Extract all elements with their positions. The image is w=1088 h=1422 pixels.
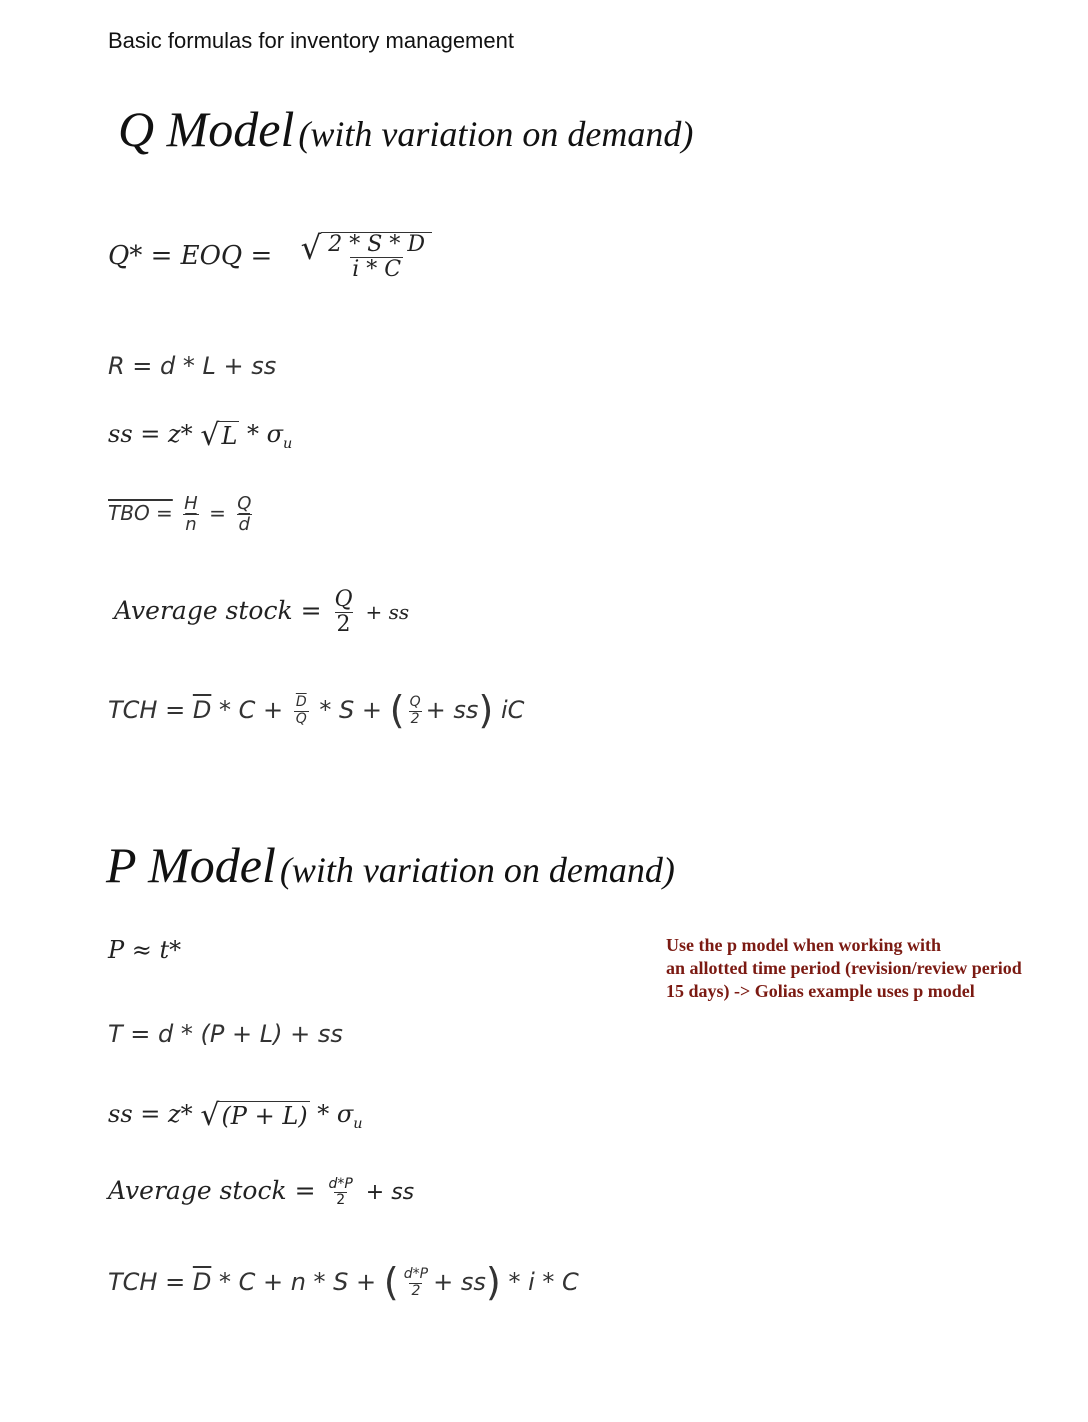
q-tc-part2: * S + xyxy=(311,696,390,725)
p-tc-inner-den: 2 xyxy=(411,1282,421,1299)
tbo-frac2-den: d xyxy=(238,513,250,535)
eoq-numerator: 2 * S * D xyxy=(328,232,425,257)
p-average-stock-formula xyxy=(108,1176,414,1208)
q-safety-stock-formula xyxy=(108,417,293,453)
q-avg-den: 2 xyxy=(336,612,351,638)
p-tc-inner-tail: + ss xyxy=(433,1268,486,1297)
q-tc-frac-num: $\overline{D}$ xyxy=(295,694,307,711)
tbo-lhs: TBO = xyxy=(108,500,173,525)
eoq-formula xyxy=(108,229,432,283)
p-model-heading xyxy=(106,836,675,894)
reorder-point-formula: R = d * L + ss xyxy=(108,352,277,380)
eoq-sqrt: √ $\frac{2 * S * D}{i * C}$ xyxy=(301,232,432,282)
p-tc-d: $\overline{D}$ xyxy=(192,1268,212,1297)
p-avg-tail: + ss xyxy=(365,1180,415,1205)
q-average-stock-formula xyxy=(114,588,409,637)
q-total-cost-formula: TCH = $\overline{D}$ * C + $\frac{\overline{D}}{Q}$ * S + ( $\frac{Q}{2}$ + ss) iC xyxy=(108,688,525,733)
q-tc-lhs: TCH = xyxy=(108,696,186,725)
p-tc-inner-num: d*P xyxy=(403,1266,429,1283)
p-model-title: P Model xyxy=(106,837,276,893)
tbo-formula xyxy=(108,494,256,535)
note-line-2: an allotted time period (revision/review period xyxy=(666,958,1022,978)
q-avg-num: Q xyxy=(334,587,353,612)
q-ss-sqrt: √ L xyxy=(200,417,238,453)
tbo-frac1-num: H xyxy=(184,493,198,514)
q-tc-tail: iC xyxy=(501,696,525,725)
p-total-cost-formula: TCH = $\overline{D} * C + n * S$ + ( $\frac{d*P}{2}$ + ss) * i * C xyxy=(108,1260,579,1305)
p-ss-sqrt: √ (P + L) xyxy=(200,1097,308,1133)
q-ss-sub: u xyxy=(283,435,293,452)
p-tc-tail: * i * C xyxy=(500,1268,579,1297)
p-avg-lhs: Average stock = xyxy=(108,1176,316,1205)
page-title: Basic formulas for inventory management xyxy=(108,28,514,53)
q-model-heading xyxy=(118,100,693,158)
q-ss-z: z* xyxy=(168,420,193,448)
q-tc-inner-den: 2 xyxy=(410,710,420,727)
p-safety-stock-formula xyxy=(108,1097,363,1133)
note-line-1: Use the p model when working with xyxy=(666,935,942,955)
eoq-denominator: i * C xyxy=(352,257,402,283)
q-tc-part1: * C + xyxy=(211,696,291,725)
target-formula: T = d * (P + L) + ss xyxy=(108,1020,343,1048)
tbo-frac1-den: n xyxy=(185,513,197,535)
q-tc-inner-tail: + ss xyxy=(425,696,479,725)
eoq-lhs: Q* = EOQ = xyxy=(108,241,273,272)
p-tc-part1: * C + n * S + xyxy=(211,1268,384,1297)
p-approx-formula: P ≈ t* xyxy=(108,936,182,964)
q-avg-lhs: Average stock = xyxy=(114,596,322,626)
q-avg-tail: + ss xyxy=(365,600,410,625)
q-model-subtitle: (with variation on demand) xyxy=(298,114,694,154)
p-model-note xyxy=(666,934,1066,1003)
q-ss-tail: * σ xyxy=(247,420,284,448)
p-ss-sub: u xyxy=(353,1115,363,1132)
tbo-frac2-num: Q xyxy=(237,493,252,514)
p-tc-lhs: TCH = xyxy=(108,1268,186,1297)
tbo-eq: = xyxy=(209,500,226,525)
p-avg-num: d*P xyxy=(328,1175,353,1192)
p-ss-radicand: (P + L) xyxy=(221,1101,308,1130)
q-ss-lhs: ss = xyxy=(108,420,161,448)
note-line-3: 15 days) -> Golias example uses p model xyxy=(666,981,975,1001)
p-ss-z: z* xyxy=(168,1100,193,1128)
q-ss-radicand: L xyxy=(221,421,238,450)
p-model-subtitle: (with variation on demand) xyxy=(279,850,675,890)
q-model-title: Q Model xyxy=(118,101,295,157)
p-avg-den: 2 xyxy=(336,1192,346,1208)
q-tc-inner-num: Q xyxy=(409,694,421,711)
q-tc-frac-den: Q xyxy=(295,710,307,727)
q-tc-d: $\overline{D}$ xyxy=(192,696,212,725)
p-ss-lhs: ss = xyxy=(108,1100,161,1128)
p-ss-tail: * σ xyxy=(317,1100,354,1128)
